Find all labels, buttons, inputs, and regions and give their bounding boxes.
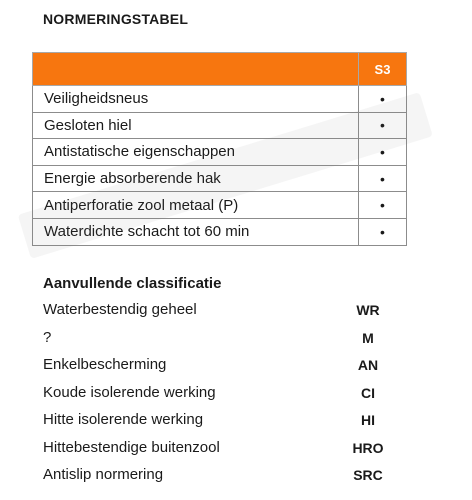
list-item [43,383,398,411]
classification-label: Waterbestendig geheel [43,301,197,318]
classification-code: HI [361,412,375,428]
table-cell-feature: Veiligheidsneus [33,86,359,113]
table-cell-mark: • [359,165,407,192]
table-cell-mark: • [359,192,407,219]
list-item [43,410,398,438]
table-cell-mark: • [359,112,407,139]
classification-code: M [362,329,374,346]
classification-code: WR [356,302,380,318]
table-cell-feature: Energie absorberende hak [33,165,359,192]
classification-code: CI [361,384,375,401]
table-header-row [33,53,407,86]
classification-code: SRC [353,467,383,483]
page-title: NORMERINGSTABEL [43,11,189,27]
table-row [33,218,407,245]
table-cell-mark: • [359,218,407,245]
list-item [43,328,398,356]
list-item [43,438,398,466]
classification-label: ? [43,328,52,346]
classification-label: Antislip normering [43,466,164,483]
table-cell-mark: • [359,139,407,166]
classification-label: Enkelbescherming [43,356,167,373]
table-cell-feature: Antistatische eigenschappen [33,139,359,166]
classification-label: Hittebestendige buitenzool [43,438,220,456]
classification-code: AN [357,357,379,373]
table-row [33,165,407,192]
table-row [33,192,407,219]
table-cell-mark: • [359,86,407,113]
table-row [33,112,407,139]
list-item [43,355,398,383]
classification-label: Hitte isolerende werking [43,411,204,428]
table-cell-feature: Gesloten hiel [33,112,359,139]
table-cell-feature: Antiperforatie zool metaal (P) [33,192,359,219]
table-header-s3: S3 [359,53,407,86]
table-row [33,86,407,113]
classification-title: Aanvullende classificatie [43,275,222,292]
table-cell-feature: Waterdichte schacht tot 60 min [33,218,359,245]
norm-table [32,52,407,246]
classification-code: HRO [352,439,384,456]
table-header-feature [33,53,359,86]
classification-list [43,300,398,493]
list-item [43,300,398,328]
classification-label: Koude isolerende werking [43,383,216,401]
table-row [33,139,407,166]
list-item [43,465,398,493]
